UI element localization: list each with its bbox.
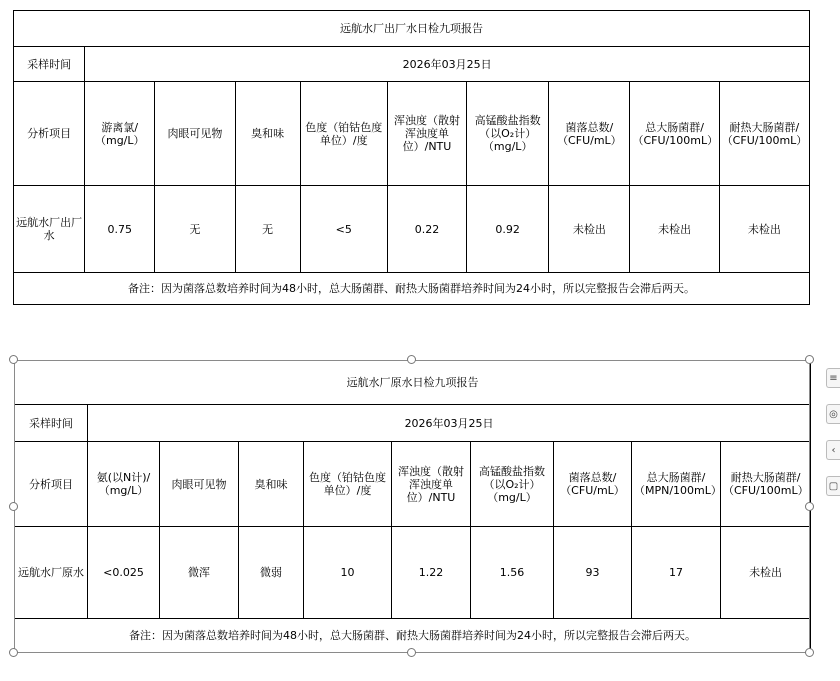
value-thermotolerant-coliforms: 未检出 (719, 186, 809, 273)
value-color: <5 (300, 186, 387, 273)
value-total-bacteria: 93 (554, 527, 632, 619)
sampling-date: 2026年03月25日 (85, 47, 810, 82)
header-thermotolerant-coliforms: 耐热大肠菌群/（CFU/100mL） (719, 82, 809, 186)
header-turbidity: 浑浊度（散射浑浊度单位）/NTU (392, 442, 471, 527)
resize-handle-top-middle[interactable] (407, 355, 416, 364)
report-note: 备注：因为菌落总数培养时间为48小时，总大肠菌群、耐热大肠菌群培养时间为24小时，所以完整报告会滞后两天。 (14, 273, 810, 305)
header-visible-matter: 肉眼可见物 (160, 442, 239, 527)
resize-handle-middle-right[interactable] (805, 502, 814, 511)
value-turbidity: 0.22 (387, 186, 466, 273)
resize-handle-top-right[interactable] (805, 355, 814, 364)
resize-handle-bottom-left[interactable] (9, 648, 18, 657)
resize-handle-bottom-middle[interactable] (407, 648, 416, 657)
value-free-chlorine: 0.75 (85, 186, 155, 273)
header-visible-matter: 肉眼可见物 (155, 82, 235, 186)
resize-handle-middle-left[interactable] (9, 502, 18, 511)
analysis-item-label: 分析项目 (14, 82, 85, 186)
header-color: 色度（铂钴色度单位）/度 (300, 82, 387, 186)
header-thermotolerant-coliforms: 耐热大肠菌群/（CFU/100mL） (721, 442, 811, 527)
value-odor-taste: 无 (235, 186, 300, 273)
report-table-raw-water[interactable] (14, 360, 811, 653)
value-visible-matter: 无 (155, 186, 235, 273)
sampling-time-label: 采样时间 (14, 47, 85, 82)
value-thermotolerant-coliforms: 未检出 (721, 527, 811, 619)
header-odor-taste: 臭和味 (235, 82, 300, 186)
value-total-coliforms: 17 (632, 527, 721, 619)
header-color: 色度（铂钴色度单位）/度 (304, 442, 392, 527)
report-title: 远航水厂原水日检九项报告 (15, 361, 811, 405)
header-turbidity: 浑浊度（散射浑浊度单位）/NTU (387, 82, 466, 186)
report-table-finished-water (13, 10, 810, 305)
value-color: 10 (304, 527, 392, 619)
collapse-icon[interactable]: ‹ (826, 440, 840, 460)
value-total-bacteria: 未检出 (549, 186, 630, 273)
header-odor-taste: 臭和味 (239, 442, 304, 527)
value-total-coliforms: 未检出 (630, 186, 719, 273)
sample-row-label: 远航水厂出厂水 (14, 186, 85, 273)
header-ammonia: 氨(以N计)/（mg/L） (88, 442, 160, 527)
layout-options-icon[interactable]: ≡ (826, 368, 840, 388)
resize-handle-top-left[interactable] (9, 355, 18, 364)
sample-row-label: 远航水厂原水 (15, 527, 88, 619)
report-note: 备注：因为菌落总数培养时间为48小时，总大肠菌群、耐热大肠菌群培养时间为24小时，所以完整报告会滞后两天。 (15, 619, 811, 653)
header-total-coliforms: 总大肠菌群/（CFU/100mL） (630, 82, 719, 186)
value-odor-taste: 微弱 (239, 527, 304, 619)
report-title: 远航水厂出厂水日检九项报告 (14, 11, 810, 47)
value-turbidity: 1.22 (392, 527, 471, 619)
resize-handle-bottom-right[interactable] (805, 648, 814, 657)
zoom-icon[interactable]: ◎ (826, 404, 840, 424)
analysis-item-label: 分析项目 (15, 442, 88, 527)
header-total-bacteria: 菌落总数/（CFU/mL） (554, 442, 632, 527)
header-permanganate-index: 高锰酸盐指数（以O₂计）（mg/L） (471, 442, 554, 527)
header-free-chlorine: 游离氯/（mg/L） (85, 82, 155, 186)
value-visible-matter: 微浑 (160, 527, 239, 619)
header-permanganate-index: 高锰酸盐指数（以O₂计）（mg/L） (467, 82, 549, 186)
sampling-time-label: 采样时间 (15, 405, 88, 442)
header-total-bacteria: 菌落总数/（CFU/mL） (549, 82, 630, 186)
sampling-date: 2026年03月25日 (88, 405, 811, 442)
value-permanganate-index: 1.56 (471, 527, 554, 619)
header-total-coliforms: 总大肠菌群/（MPN/100mL） (632, 442, 721, 527)
crop-icon[interactable]: ▢ (826, 476, 840, 496)
value-permanganate-index: 0.92 (467, 186, 549, 273)
value-ammonia: <0.025 (88, 527, 160, 619)
